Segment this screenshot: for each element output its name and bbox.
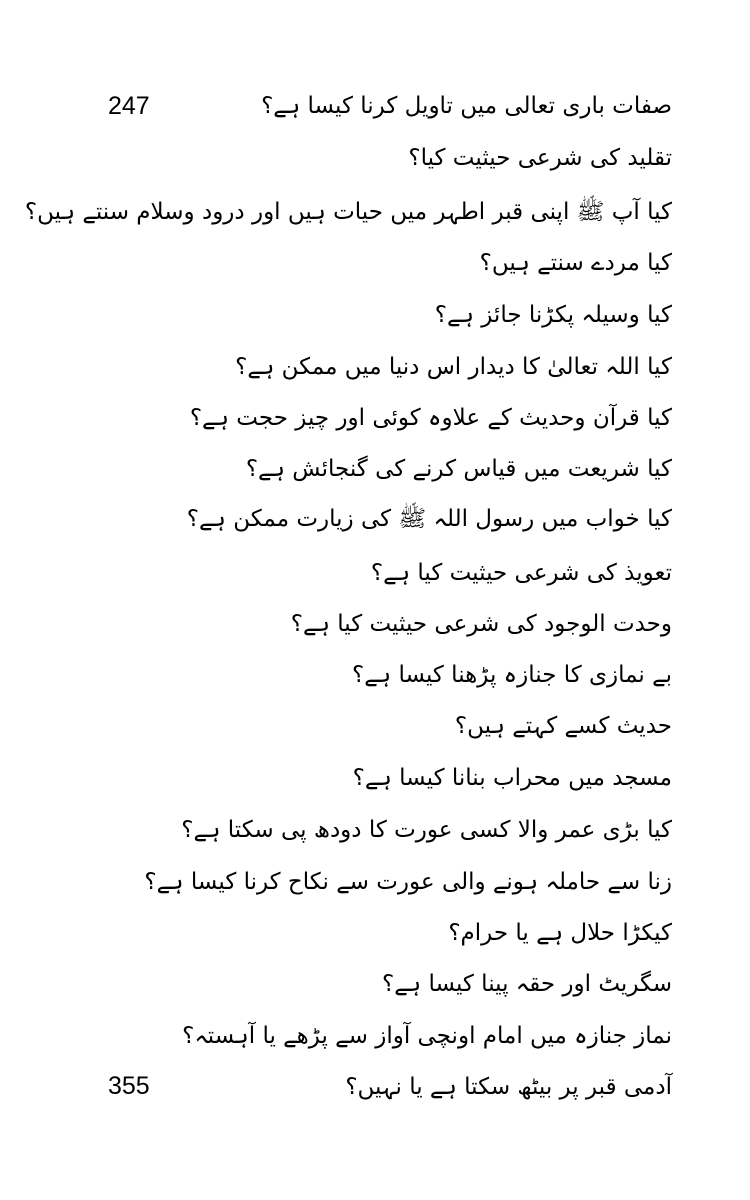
toc-entry: کیا اللہ تعالیٰ کا دیدار اس دنیا میں ممکن ہے؟ — [235, 354, 672, 380]
toc-entry: تقلید کی شرعی حیثیت کیا؟ — [408, 145, 672, 171]
toc-entry: سگریٹ اور حقہ پینا کیسا ہے؟ — [381, 971, 672, 997]
toc-entry: تعویذ کی شرعی حیثیت کیا ہے؟ — [370, 560, 672, 586]
toc-entry: حدیث کسے کہتے ہیں؟ — [454, 713, 672, 739]
page-number-last: 355 — [108, 1072, 150, 1100]
toc-entry: بے نمازی کا جنازہ پڑھنا کیسا ہے؟ — [351, 662, 672, 688]
toc-entry: کیا بڑی عمر والا کسی عورت کا دودھ پی سکتا ہے؟ — [181, 817, 672, 843]
toc-entry: آدمی قبر پر بیٹھ سکتا ہے یا نہیں؟ — [345, 1074, 672, 1100]
toc-entry: کیا شریعت میں قیاس کرنے کی گنجائش ہے؟ — [245, 456, 672, 482]
toc-entry: کیکڑا حلال ہے یا حرام؟ — [448, 920, 672, 946]
toc-entry: نماز جنازہ میں امام اونچی آواز سے پڑھے یا آہستہ؟ — [182, 1023, 672, 1049]
toc-entry: صفات باری تعالی میں تاویل کرنا کیسا ہے؟ — [261, 93, 672, 119]
toc-entry: کیا مردے سنتے ہیں؟ — [479, 250, 672, 276]
toc-entry: کیا قرآن وحدیث کے علاوہ کوئی اور چیز حجت ہے؟ — [189, 405, 672, 431]
toc-entry: وحدت الوجود کی شرعی حیثیت کیا ہے؟ — [290, 611, 672, 637]
page-number-first: 247 — [108, 92, 150, 120]
toc-entry: مسجد میں محراب بنانا کیسا ہے؟ — [352, 765, 672, 791]
toc-entry: کیا خواب میں رسول اللہ ﷺ کی زیارت ممکن ہے؟ — [186, 506, 672, 532]
toc-entry: کیا وسیلہ پکڑنا جائز ہے؟ — [434, 302, 672, 328]
toc-entry: زنا سے حاملہ ہونے والی عورت سے نکاح کرنا کیسا ہے؟ — [144, 869, 672, 895]
toc-entry: کیا آپ ﷺ اپنی قبر اطہر میں حیات ہیں اور درود وسلام سنتے ہیں؟ — [24, 199, 672, 225]
